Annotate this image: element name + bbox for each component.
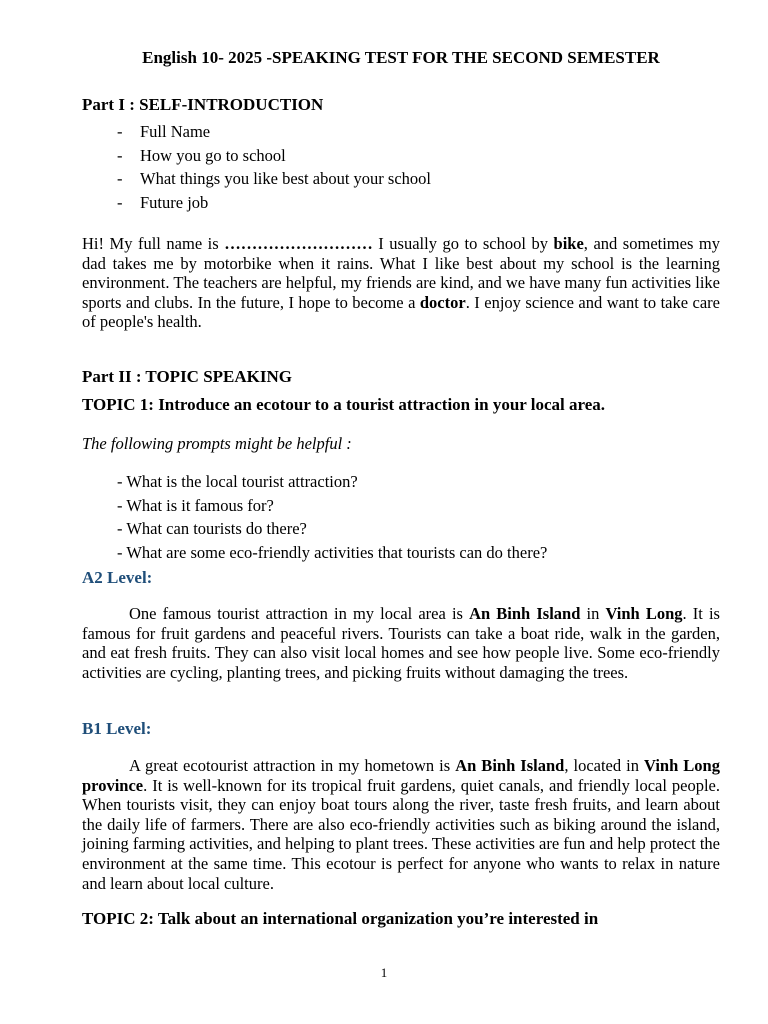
self-intro-list	[117, 120, 431, 214]
part2-heading: Part II : TOPIC SPEAKING	[82, 367, 293, 386]
document-title: English 10- 2025 -SPEAKING TEST FOR THE SECOND SEMESTER	[142, 48, 660, 67]
topic1-heading: TOPIC 1: Introduce an ecotour to a tourist attraction in your local area.	[82, 395, 606, 414]
list-item: - What are some eco-friendly activities that tourists can do there?	[117, 542, 548, 562]
list-item: - Full Name	[117, 122, 211, 141]
self-intro-sample: Hi! My full name is ……………………… I usually go to school by bike, and sometimes my dad takes me by motorbike when it rains. What I like best about my school is the learning environment. The teachers are helpful, my friends are kind, and we have many fun activities like sports and clubs. In the future, I hope to become a doctor. I enjoy science and want to take care of people's health.	[82, 234, 720, 332]
b1-level-label: B1 Level:	[82, 719, 152, 738]
b1-paragraph: A great ecotourist attraction in my hometown is An Binh Island, located in Vinh Long province. It is well-known for its tropical fruit gardens, quiet canals, and friendly local people. When tourists visit, they can enjoy boat tours along the river, taste fresh fruits, and learn about the daily life of farmers. There are also eco-friendly activities such as biking around the island, joining farming activities, and helping to plant trees. These activities are fun and help protect the environment at the same time. This ecotour is perfect for anyone who wants to relax in nature and learn about local culture.	[82, 756, 720, 893]
prompt-list	[117, 470, 547, 564]
a2-paragraph: One famous tourist attraction in my local area is An Binh Island in Vinh Long. It is famous for fruit gardens and peaceful rivers. Tourists can take a boat ride, walk in the garden, and eat fresh fruits. They can also visit local homes and see how people live. Some eco-friendly activities are cycling, planting trees, and picking fruits without damaging the trees.	[82, 604, 720, 682]
list-item: - What is the local tourist attraction?	[117, 472, 358, 491]
name-blank: ………………………	[224, 234, 373, 253]
list-item: - What is it famous for?	[117, 495, 274, 515]
topic2-heading: TOPIC 2: Talk about an international organization you’re interested in	[82, 909, 599, 928]
page-number: 1	[380, 965, 388, 980]
list-item: - Future job	[117, 192, 209, 212]
part1-heading: Part I : SELF-INTRODUCTION	[82, 95, 324, 114]
list-item: - What can tourists do there?	[117, 519, 307, 538]
prompt-intro: The following prompts might be helpful :	[82, 434, 352, 453]
list-item: - How you go to school	[117, 145, 286, 165]
list-item: - What things you like best about your school	[117, 169, 431, 188]
a2-level-label: A2 Level:	[82, 568, 153, 587]
